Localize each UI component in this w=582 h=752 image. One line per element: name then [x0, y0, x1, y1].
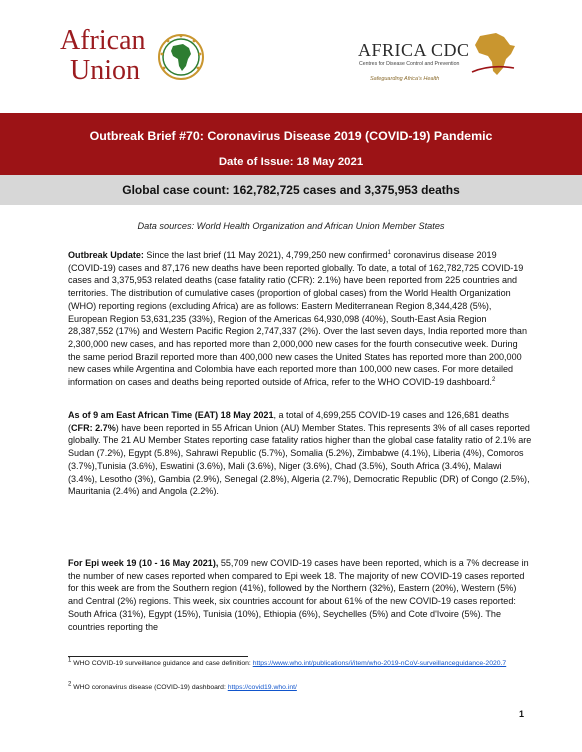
african-union-logo [60, 26, 210, 106]
africa-cfr: CFR: 2.7% [71, 422, 116, 433]
document-header [0, 0, 582, 112]
africa-summary-lead: As of 9 am East African Time (EAT) 18 May 2021 [68, 410, 274, 420]
footnote-2: $^2$ WHO coronavirus disease (COVID-19) dashboard: https://covid19.who.int/ [68, 681, 297, 691]
africa-cdc-wordmark: AFRICA CDC [358, 40, 470, 60]
footnote-1: $^1$ WHO COVID-19 surveillance guidance and case definition: https://www.who.int/publications/i/item/who-2019-nCoV-surveillanceguidance-2020.7 [68, 657, 507, 667]
outbreak-update-paragraph: Outbreak Update: Since the last brief (11 May 2021), 4,799,250 new confirmed$^1$ coronavirus disease 2019 (COVID-19) cases and 87,176 new deaths have been reported globally. To date, a total of 162,782,725 COVID-19 cases and 3,375,953 related deaths (case fatality ratio (CFR): 2.1%) have been reported from 225 countries and territories. The distribution of cumulative cases (proportion of global cases) from the World Health Organization (WHO) reporting regions (excluding Africa) are as follows: Eastern Mediterranean Region 8,344,428 (5%), European Region 53,631,235 (33%), Region of the Americas 64,930,098 (40%), South-East Asia Region 28,387,552 (17%) and Western Pacific Region 2,747,337 (2%). Over the last seven days, India reported more than 2,300,000 new cases, and has reported more than 2,000,000 new cases for the fourth consecutive week. During the same period Brazil reported more than 400,000 new cases the United States has reported more than 200,000 new cases while Argentina and Colombia have each reported more than 100,000 new cases. For more detailed information on cases and deaths being reported outside of Africa, refer to the WHO COVID-19 dashboard.$^2$ [68, 249, 527, 388]
footnote-divider [68, 656, 248, 657]
epi-week-lead: For Epi week 19 (10 - 16 May 2021), [68, 558, 219, 568]
african-union-emblem-icon [156, 32, 206, 82]
footnote-2-link[interactable]: https://covid19.who.int/ [227, 684, 297, 691]
african-union-wordmark: African Union [60, 25, 146, 86]
brief-title: Outbreak Brief #70: Coronavirus Disease 2019 (COVID-19) Pandemic [89, 129, 493, 143]
africa-cdc-tagline: Safeguarding Africa's Health [370, 76, 440, 82]
footnote-ref-1: 1 [387, 249, 391, 256]
africa-map-icon [470, 28, 520, 78]
global-case-count: Global case count: 162,782,725 cases and 3,375,953 deaths [0, 175, 582, 205]
issue-date: Date of Issue: 18 May 2021 [218, 156, 364, 168]
outbreak-update-lead: Outbreak Update: [68, 250, 144, 260]
epi-week-paragraph: For Epi week 19 (10 - 16 May 2021), 55,709 new COVID-19 cases have been reported, which is a 7% decrease in the number of new cases reported when compared to Epi week 18. The majority of new COVID-19 cases reported for this week are from the Southern region (41%), followed by the Northern (32%), Eastern (20%), Western (5%) and Central (2%) regions. This week, six countries account for about 61% of the new COVID-19 cases reported: South Africa (31%), Egypt (15%), Tunisia (10%), Ethiopia (6%), Seychelles (5%) and Cote d'Ivoire (5%). The countries reporting the [68, 558, 529, 632]
africa-cdc-logo [358, 28, 528, 90]
page-number: 1 [519, 709, 525, 719]
africa-summary-paragraph: As of 9 am East African Time (EAT) 18 May 2021, a total of 4,699,255 COVID-19 cases and 126,681 deaths (CFR: 2.7%) have been reported in 55 African Union (AU) Member States. This represents 3% of all cases reported globally. The 21 AU Member States reporting case fatality ratios higher than the global case fatality ratio of 2.1% are Sudan (7.2%), Egypt (5.8%), Sahrawi Republic (5.7%), Somalia (5.2%), Zimbabwe (4.1%), Liberia (4%), Comoros (3.7%),Tunisia (3.6%), Eswatini (3.6%), Mali (3.6%), Niger (3.6%), Chad (3.5%), South Africa (3.4%), Malawi (3.4%), Lesotho (3%), Gambia (2.9%), Senegal (2.8%), Algeria (2.7%), Democratic Republic (DR) of Congo (2.5%), Mauritania (2.4%) and Angola (2.2%). [68, 410, 532, 497]
data-sources-note: Data sources: World Health Organization and African Union Member States [137, 221, 445, 231]
africa-cdc-subtitle: Centres for Disease Control and Prevention [359, 61, 460, 67]
footnote-ref-2: 2 [491, 377, 496, 384]
title-banner [0, 113, 582, 175]
footnote-1-link[interactable]: https://www.who.int/publications/i/item/who-2019-nCoV-surveillanceguidance-2020.7 [252, 660, 507, 667]
